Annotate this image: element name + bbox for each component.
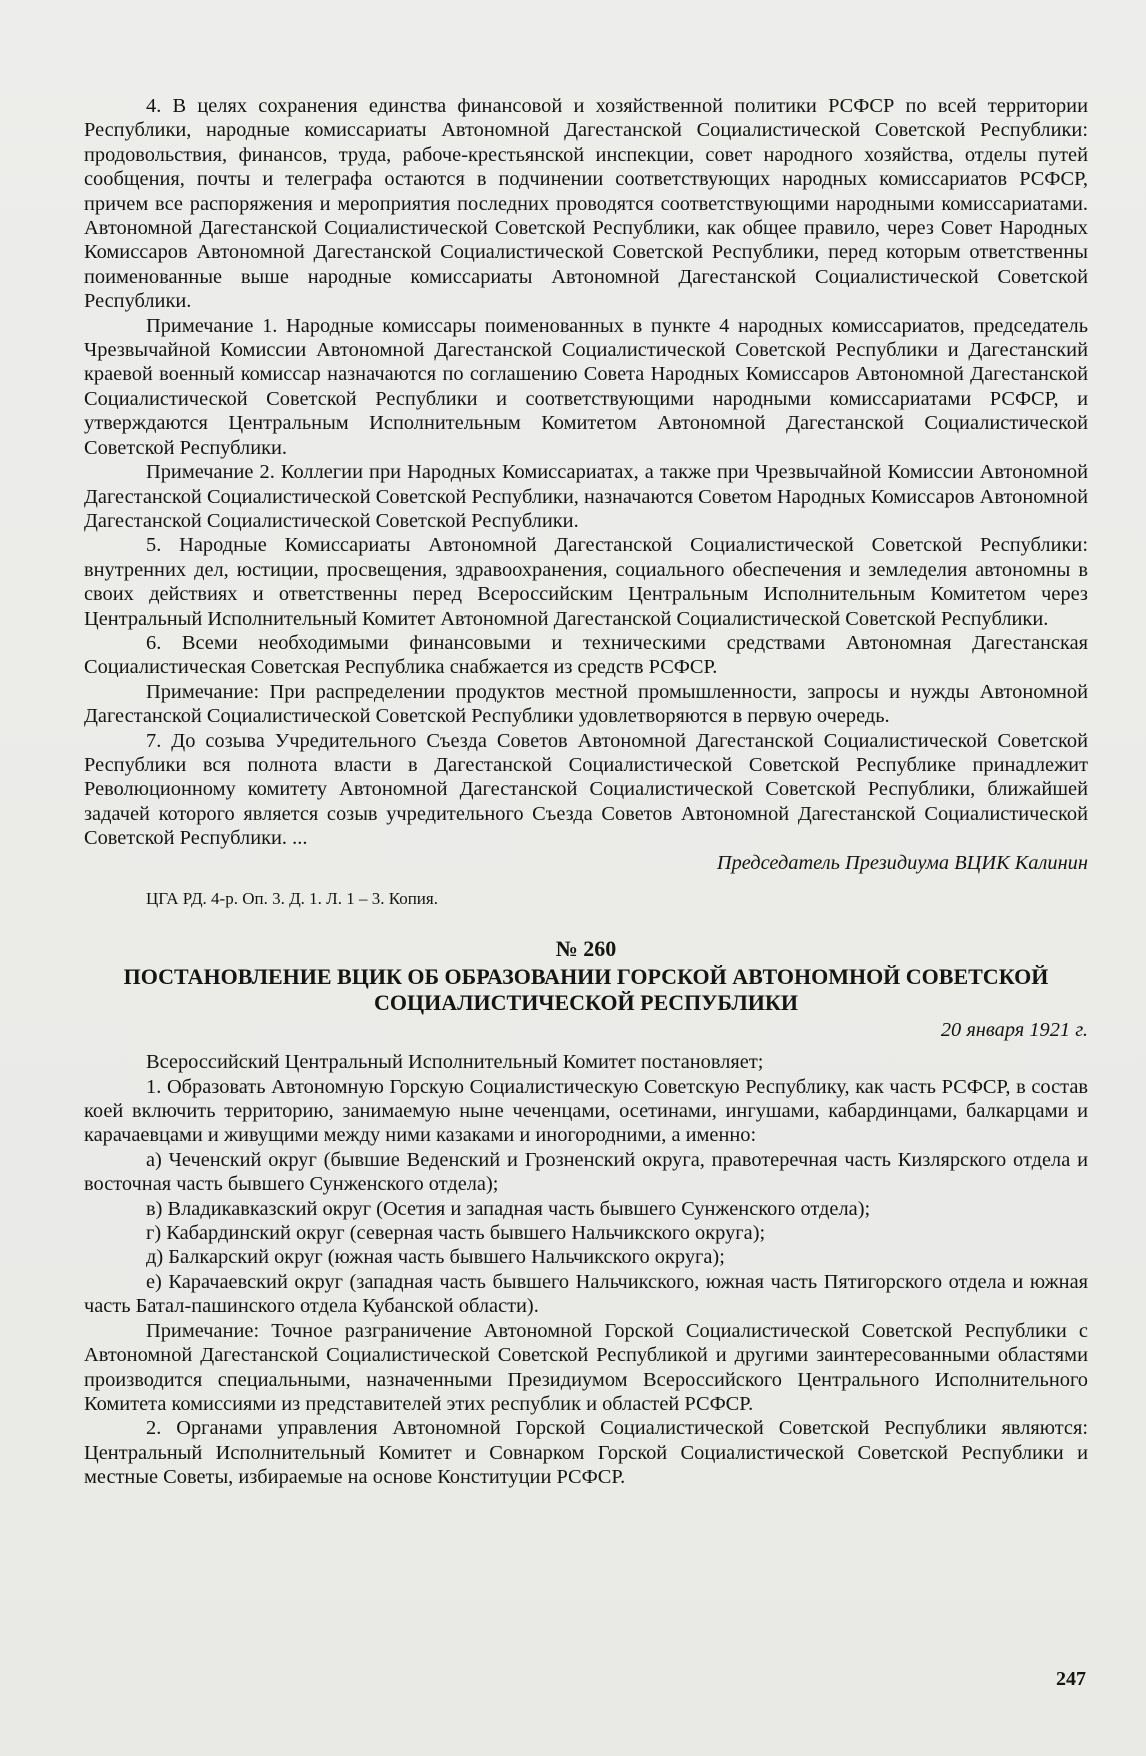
signature: Председатель Президиума ВЦИК Калинин — [716, 851, 1088, 874]
document-number: № 260 — [555, 936, 617, 962]
paragraph-item-7: 7. До созыва Учредительного Съезда Советов Автономной Дагестанской Социалистической Советской Республики вся полнота власти в Дагестанской Социалистической Советской Республике принадлежит Революционному комитету Автономной Дагестанской Социалистической Советской Республики, ближайшей задачей которого является созыв учредительного Съезда Советов Автономной Дагестанской Социалистической Советской Республики. ... — [84, 729, 1088, 850]
resolution-item-1: 1. Образовать Автономную Горскую Социалистическую Советскую Республику, как часть РСФСР, в состав коей включить территорию, занимаемую ныне чеченцами, осетинами, ингушами, кабардинцами, балкарцами и карачаевцами и живущими между ними казаками и иногородними, а именно: — [84, 1075, 1088, 1147]
archive-reference: ЦГА РД. 4-р. Оп. 3. Д. 1. Л. 1 – 3. Копия. — [146, 889, 438, 908]
document-title-line-2: СОЦИАЛИСТИЧЕСКОЙ РЕСПУБЛИКИ — [374, 989, 798, 1015]
note-2: Примечание 2. Коллегии при Народных Комиссариатах, а также при Чрезвычайной Комиссии Автономной Дагестанской Социалистической Советской Республики, назначаются Советом Народных Комиссаров Автономной Дагестанской Социалистической Советской Республики. — [84, 461, 1088, 532]
resolution-note: Примечание: Точное разграничение Автономной Горской Социалистической Советской Республики с Автономной Дагестанской Социалистической Советской Республикой и другими заинтересованными областями производится специальными, назначенными Президиумом Всероссийского Центрального Исполнительного Комитета комиссиями из представителей этих республик и областей РСФСР. — [84, 1319, 1088, 1415]
paragraph-item-6: 6. Всеми необходимыми финансовыми и техническими средствами Автономная Дагестанская Социалистическая Советская Республика снабжается из средств РСФСР. — [84, 631, 1088, 679]
note-1: Примечание 1. Народные комиссары поименованных в пункте 4 народных комиссариатов, председатель Чрезвычайной Комиссии Автономной Дагестанской Социалистической Советской Республики и Дагестанский краевой военный комиссар назначаются по соглашению Совета Народных Комиссаров Автономной Дагестанской Социалистической Советской Республики и соответствующими народными комиссариатами РСФСР, и утверждаются Центральным Исполнительным Комитетом Автономной Дагестанской Социалистической Советской Республики. — [84, 314, 1088, 459]
note-item-6: Примечание: При распределении продуктов местной промышленности, запросы и нужды Автономной Дагестанской Социалистической Советской Республики удовлетворяются в первую очередь. — [84, 680, 1088, 728]
document-date: 20 января 1921 г. — [940, 1018, 1088, 1041]
page-number: 247 — [1056, 1668, 1086, 1690]
document-title-line-1: ПОСТАНОВЛЕНИЕ ВЦИК ОБ ОБРАЗОВАНИИ ГОРСКОЙ АВТОНОМНОЙ СОВЕТСКОЙ — [123, 963, 1049, 989]
district-balkaria: д) Балкарский округ (южная часть бывшего Нальчикского округа); — [146, 1246, 725, 1269]
paragraph-item-5: 5. Народные Комиссариаты Автономной Дагестанской Социалистической Советской Республики: внутренних дел, юстиции, просвещения, здравоохранения, социального обеспечения и земледелия автономны в своих действиях и ответственны перед Всероссийским Центральным Исполнительным Комитетом через Центральный Исполнительный Комитет Автономной Дагестанской Социалистической Советской Республики. — [84, 534, 1088, 630]
paragraph-item-4: 4. В целях сохранения единства финансовой и хозяйственной политики РСФСР по всей территории Республики, народные комиссариаты Автономной Дагестанской Социалистической Советской Республики: продовольствия, финансов, труда, рабоче-крестьянской инспекции, совет народного хозяйства, отделы путей сообщения, почты и телеграфа остаются в подчинении соответствующих народных комиссариатов РСФСР, причем все распоряжения и мероприятия последних проводятся соответствующими народными комиссариатами. Автономной Дагестанской Социалистической Советской Республики, как общее правило, через Совет Народных Комиссаров Автономной Дагестанской Социалистической Советской Республики, перед которым ответственны поименованные выше народные комиссариаты Автономной Дагестанской Социалистической Советской Республики. — [84, 95, 1088, 313]
resolution-item-2: 2. Органами управления Автономной Горской Социалистической Советской Республики являются: Центральный Исполнительный Комитет и Совнарком Горской Социалистической Советской Республики и местные Советы, избираемые на основе Конституции РСФСР. — [84, 1417, 1088, 1489]
resolution-intro: Всероссийский Центральный Исполнительный Комитет постановляет; — [146, 1051, 764, 1074]
district-chechen: а) Чеченский округ (бывшие Веденский и Грозненский округа, правотеречная часть Кизлярского отдела и восточная часть бывшего Сунженского отдела); — [84, 1148, 1088, 1196]
district-kabarda: г) Кабардинский округ (северная часть бывшего Нальчикского округа); — [146, 1222, 766, 1245]
district-karachay: е) Карачаевский округ (западная часть бывшего Нальчикского, южная часть Пятигорского отдела и южная часть Батал-пашинского отдела Кубанской области). — [84, 1270, 1088, 1318]
district-vladikavkaz: в) Владикавказский округ (Осетия и западная часть бывшего Сунженского отдела); — [146, 1197, 871, 1220]
page-content — [84, 94, 1088, 1490]
